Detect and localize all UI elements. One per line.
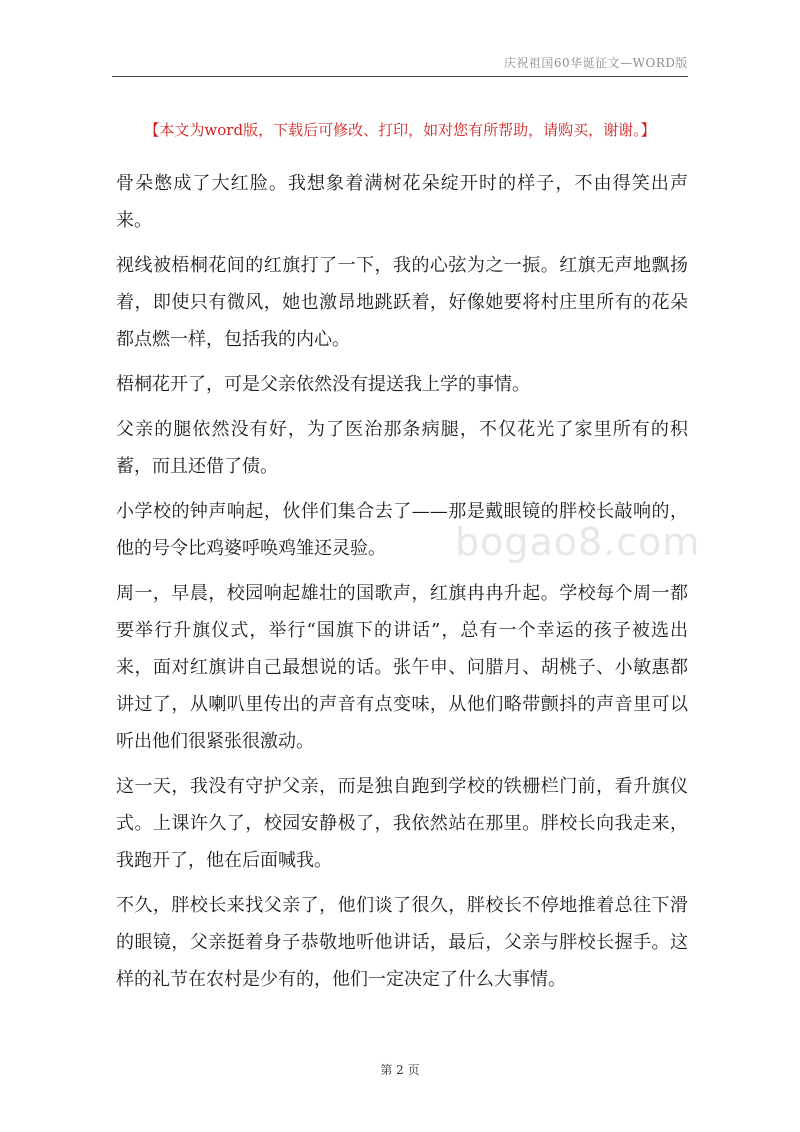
paragraph: 周一，早晨，校园响起雄壮的国歌声，红旗冉冉升起。学校每个周一都要举行升旗仪式，举行“国旗下的讲话”，总有一个幸运的孩子被选出来，面对红旗讲自己最想说的话。张午申、问腊月、胡桃子、小敏惠都讲过了，从喇叭里传出的声音有点变味，从他们略带颤抖的声音里可以听出他们很紧张很激动。: [116, 583, 688, 752]
document-body: [116, 165, 688, 1006]
site-watermark: bogao8.com: [455, 520, 701, 564]
paragraph: 小学校的钟声响起，伙伴们集合去了——那是戴眼镜的胖校长敲响的，他的号令比鸡婆呼唤鸡雏还灵验。: [116, 501, 688, 559]
paragraph: 不久，胖校长来找父亲了，他们谈了很久，胖校长不停地推着总往下滑的眼镜，父亲挺着身子恭敬地听他讲话，最后，父亲与胖校长握手。这样的礼节在农村是少有的，他们一定决定了什么大事情。: [116, 895, 688, 990]
header-divider: [112, 76, 688, 77]
download-notice: 【本文为word版，下载后可修改、打印，如对您有所帮助，请购买，谢谢。】: [144, 121, 656, 139]
paragraph: 视线被梧桐花间的红旗打了一下，我的心弦为之一振。红旗无声地飘扬着，即使只有微风，她也激昂地跳跃着，好像她要将村庄里所有的花朵都点燃一样，包括我的内心。: [116, 255, 688, 350]
paragraph: 这一天，我没有守护父亲，而是独自跑到学校的铁栅栏门前，看升旗仪式。上课许久了，校园安静极了，我依然站在那里。胖校长向我走来，我跑开了，他在后面喊我。: [116, 776, 688, 871]
page-number: 第 2 页: [380, 1063, 420, 1077]
page-header-title: 庆祝祖国60华诞征文—WORD版: [503, 56, 688, 70]
paragraph: 父亲的腿依然没有好，为了医治那条病腿，不仅花光了家里所有的积蓄，而且还借了债。: [116, 419, 688, 477]
paragraph: 骨朵憋成了大红脸。我想象着满树花朵绽开时的样子，不由得笑出声来。: [116, 173, 688, 231]
paragraph: 梧桐花开了，可是父亲依然没有提送我上学的事情。: [116, 374, 530, 395]
